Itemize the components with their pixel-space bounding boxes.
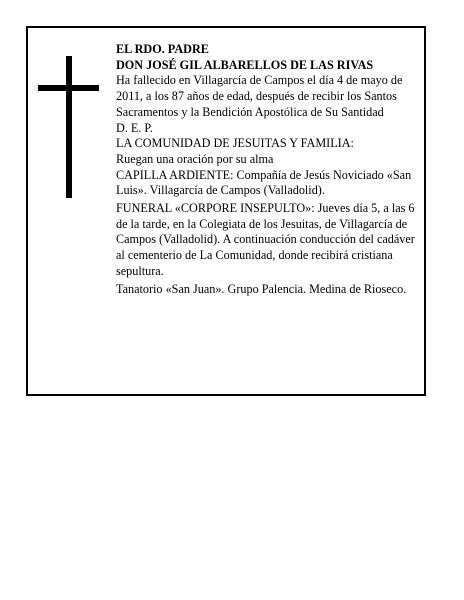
obituary-text <box>116 42 422 297</box>
title-line-1: EL RDO. PADRE <box>116 42 209 56</box>
cross-horizontal-bar <box>38 85 99 91</box>
obituary-notice <box>26 26 426 396</box>
community-heading: LA COMUNIDAD DE JESUITAS Y FAMILIA: <box>116 136 354 151</box>
rip-abbreviation: D. E. P. <box>116 120 153 135</box>
funeral-home-info: Tanatorio «San Juan». Grupo Palencia. Medina de Rioseco. <box>116 281 407 296</box>
chapel-info: CAPILLA ARDIENTE: Compañía de Jesús Noviciado «San Luis». Villagarcía de Campos (Valladolid). <box>116 167 412 198</box>
death-announcement: Ha fallecido en Villagarcía de Campos el día 4 de mayo de 2011, a los 87 años de edad, después de recibir los Santos Sacramentos y la Bendición Apostólica de Su Santidad <box>116 73 403 119</box>
prayer-request: Ruegan una oración por su alma <box>116 151 274 166</box>
cross-vertical-bar <box>66 56 72 198</box>
funeral-info: FUNERAL «CORPORE INSEPULTO»: Jueves día 5, a las 6 de la tarde, en la Colegiata de los Jesuitas, de Villagarcía de Campos (Valladolid). A continuación conducción del cadáver al cementerio de La Comunidad, donde recibirá cristiana sepultura. <box>116 201 415 278</box>
deceased-name: DON JOSÉ GIL ALBARELLOS DE LAS RIVAS <box>116 57 374 72</box>
